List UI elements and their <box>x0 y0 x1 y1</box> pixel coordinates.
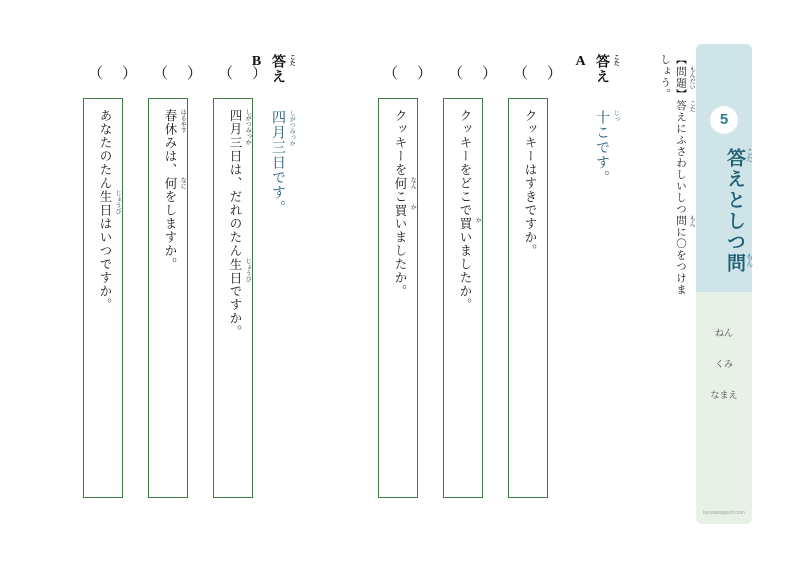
answer-a-value-ruby: じっ <box>612 110 619 122</box>
choice-a1-box[interactable] <box>508 98 548 498</box>
choice-a1-marker[interactable]: （ ） <box>513 66 565 82</box>
choice-a2-marker[interactable]: （ ） <box>448 66 500 82</box>
name-fields <box>696 326 752 403</box>
side-panel <box>696 44 752 524</box>
field-kumi[interactable]: くみ <box>714 359 733 369</box>
field-namae[interactable]: なまえ <box>710 390 738 400</box>
answer-b-label: 答 こた え B <box>249 54 295 84</box>
choice-b1-box[interactable] <box>213 98 253 498</box>
choice-a3-box[interactable] <box>378 98 418 498</box>
choice-b3-ruby-joubi: じょうび <box>114 190 121 214</box>
choice-a3-ruby-ka: か <box>409 203 416 210</box>
answer-b-value-ruby: しがつみっか <box>288 110 295 146</box>
choice-b1-ruby-shigatsu: しがつみっか <box>244 109 251 145</box>
choice-b2-ruby-nani: なに <box>179 176 186 189</box>
answer-b-label-ruby: こた <box>288 54 295 66</box>
instruction-ruby-mon: もん <box>688 215 695 227</box>
answer-a-label-ruby: こた <box>612 54 619 66</box>
choice-b1-text: 四月三日 しがつみっか は、だれのたん生日 じょうび ですか。 <box>228 109 251 339</box>
instruction-ruby-mondai: もんだい <box>688 65 695 90</box>
page-title: 答 こた えとしつ問 もん <box>724 148 754 274</box>
field-nen[interactable]: ねん <box>714 328 733 338</box>
choice-b3-text: あなたのたん生日 じょうび はいつですか。 <box>98 109 121 312</box>
title-ruby-kotae: こた <box>745 148 754 162</box>
choice-b1-ruby-joubi: じょうび <box>244 257 251 282</box>
choice-a2-ruby-ka: か <box>474 217 481 223</box>
instruction-ruby-kotae: こた <box>688 100 695 112</box>
choice-a2-box[interactable] <box>443 98 483 498</box>
choice-a3-ruby-nan: なん <box>409 176 416 189</box>
choice-b1-marker[interactable]: （ ） <box>218 66 270 82</box>
choice-a3-marker[interactable]: （ ） <box>383 66 435 82</box>
choice-a3-text: クッキーを何 なん こ買 か いましたか。 <box>393 109 416 298</box>
instruction-text: 【問題 もんだい 】答 こた えにふさわしいしつ問 もん に〇をつけましょう。 <box>659 54 695 296</box>
choice-b2-box[interactable] <box>148 98 188 498</box>
answer-b-value: 四月三日 しがつみっか です。 <box>270 110 295 215</box>
answer-a-value: 十 じっ こです。 <box>594 110 619 185</box>
choice-a2-text: クッキーをどこで買 か いましたか。 <box>458 109 481 312</box>
choice-b2-marker[interactable]: （ ） <box>153 66 205 82</box>
choice-b2-ruby-haruyasu: はるやす <box>179 109 186 133</box>
choice-b2-text: 春休 はるやす みは、何 なに をしますか。 <box>163 109 186 271</box>
answer-a-label: 答 こた え A <box>573 54 619 84</box>
choice-b3-box[interactable] <box>83 98 123 498</box>
footer-credit: kyozaisupport.com <box>703 510 745 516</box>
page-number: 5 <box>710 106 738 134</box>
title-ruby-mon: もん <box>745 253 754 267</box>
choice-a1-text: クッキーはすきですか。 <box>523 109 537 258</box>
choice-b3-marker[interactable]: （ ） <box>88 66 140 82</box>
